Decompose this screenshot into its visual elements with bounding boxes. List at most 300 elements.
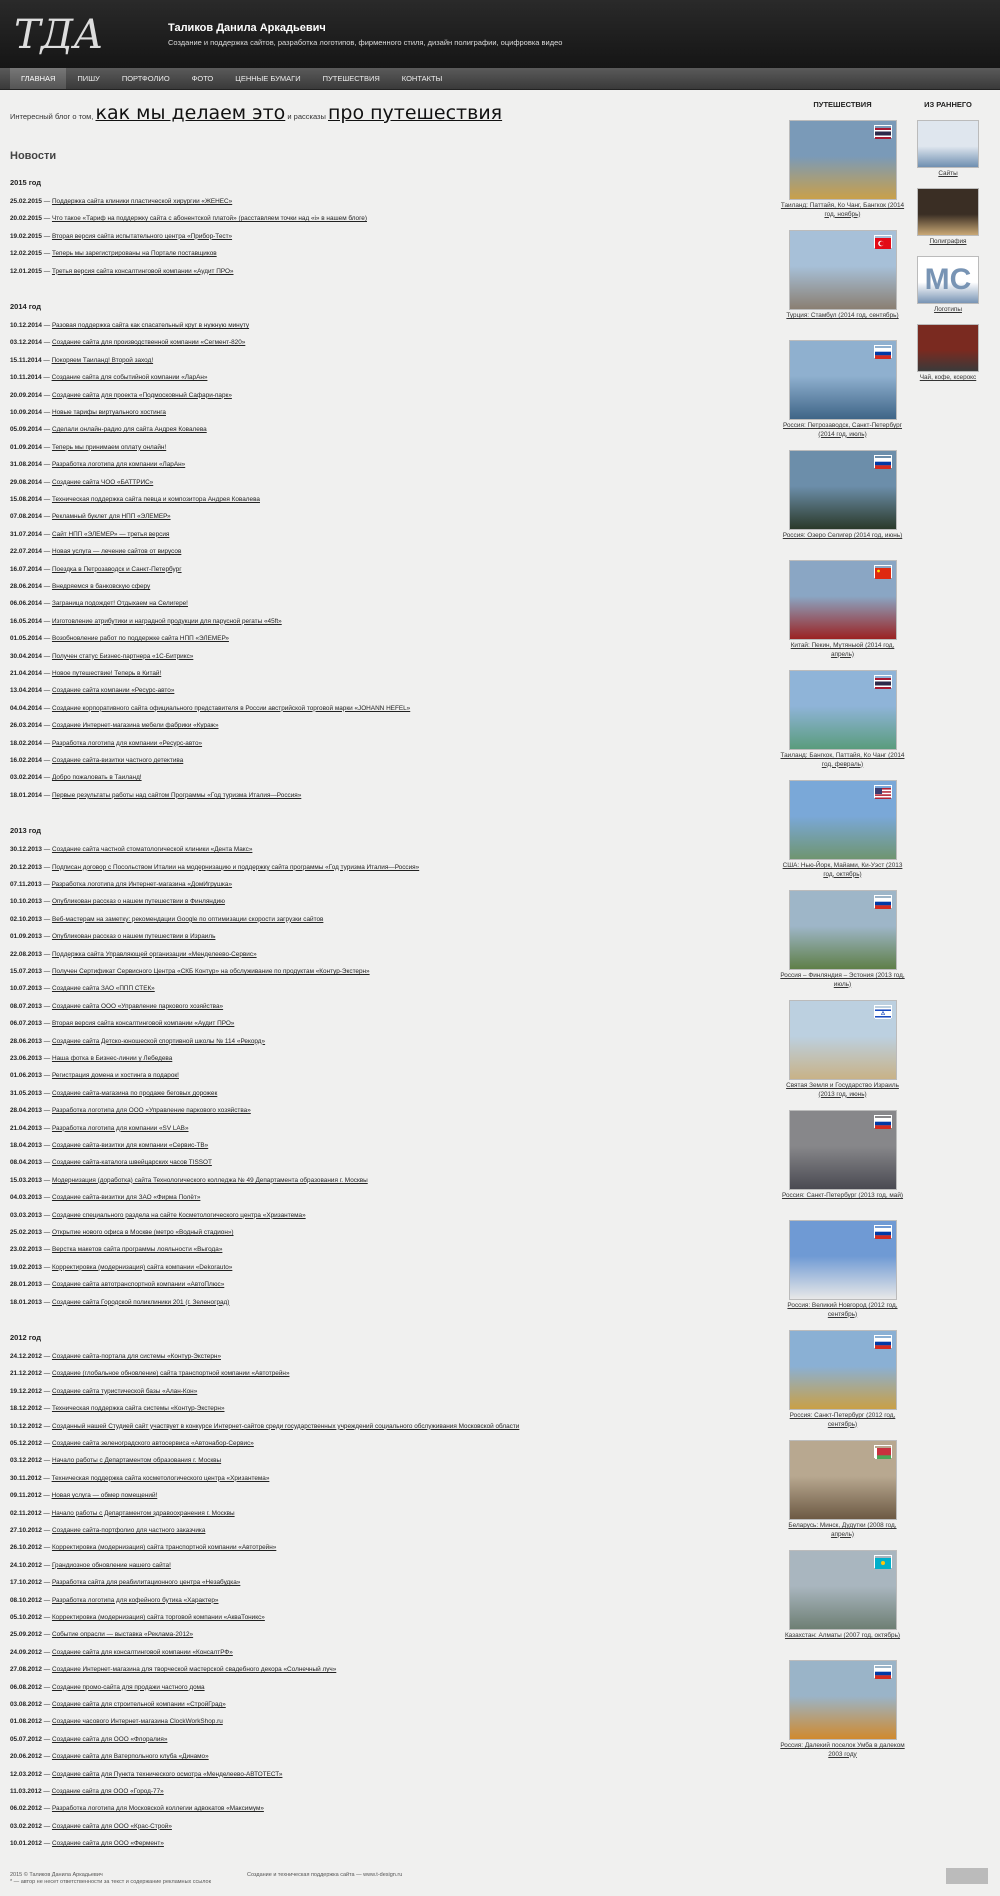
- early-caption[interactable]: Сайты: [938, 170, 958, 177]
- kazakhstan-flag-icon: [874, 1555, 892, 1568]
- news-item: 12.01.2015 — Третья версия сайта консалтинговой компании «Аудит ПРО»: [10, 267, 234, 275]
- news-link[interactable]: Разработка логотипа для компании «Ресурс-авто»: [51, 739, 203, 747]
- news-link[interactable]: Начало работы с Департаментом образования г. Москвы: [51, 1457, 222, 1465]
- menu-item-6[interactable]: КОНТАКТЫ: [401, 74, 443, 83]
- news-date: 02.10.2013: [10, 915, 42, 923]
- news-date: 02.11.2012: [10, 1509, 42, 1517]
- travel-item[interactable]: [780, 1660, 905, 1759]
- news-link[interactable]: Корректировка (модернизация) сайта транспортной компании «Автотрейн»: [51, 1544, 277, 1552]
- news-item: 19.02.2013 — Корректировка (модернизация) сайта компании «Dekorauto»: [10, 1263, 233, 1271]
- news-item: 20.06.2012 — Создание сайта для Ватерпольного клуба «Динамо»: [10, 1753, 209, 1761]
- travel-photo[interactable]: [789, 1660, 897, 1740]
- travel-photo[interactable]: [789, 1000, 897, 1080]
- news-link[interactable]: Создание сайта для ООО «Крас-Строй»: [51, 1822, 172, 1830]
- news-link[interactable]: Возобновление работ по поддержке сайта НПП «ЭЛЕМЕР»: [51, 635, 229, 643]
- news-link[interactable]: Создание сайта автотранспортной компании «АвтоПлюс»: [51, 1281, 225, 1289]
- news-date: 11.03.2012: [10, 1788, 42, 1795]
- news-date: 06.02.2012: [10, 1805, 42, 1813]
- news-date: 18.12.2012: [10, 1405, 42, 1413]
- news-link[interactable]: Создание Интернет-магазина для творческой мастерской свадебного декора «Солнечный луч»: [51, 1666, 337, 1674]
- news-item: 19.12.2012 — Создание сайта туристической базы «Алан-Кон»: [10, 1387, 198, 1395]
- news-link[interactable]: Рекламный буклет для НПП «ЭЛЕМЕР»: [51, 513, 171, 521]
- travel-item[interactable]: [780, 780, 905, 879]
- news-item: 16.05.2014 — Изготовление атрибутики и наградной продукции для парусной регаты «45ft»: [10, 617, 282, 625]
- news-date: 10.12.2012: [10, 1422, 42, 1430]
- news-link[interactable]: Веб-мастерам на заметку: рекомендации Google по оптимизации скорости загрузки сайтов: [51, 915, 324, 923]
- news-date: 21.04.2014: [10, 670, 42, 677]
- news-date: 27.08.2012: [10, 1666, 42, 1674]
- news-date: 04.03.2013: [10, 1194, 42, 1202]
- menu-item-0[interactable]: ГЛАВНАЯ: [10, 68, 66, 89]
- news-item: 27.08.2012 — Создание Интернет-магазина для творческой мастерской свадебного декора «Солнечный луч»: [10, 1666, 337, 1674]
- news-date: 24.09.2012: [10, 1648, 42, 1656]
- news-date: 20.12.2013: [10, 863, 42, 871]
- news-item: 07.08.2014 — Рекламный буклет для НПП «ЭЛЕМЕР»: [10, 513, 171, 521]
- news-link[interactable]: Создание сайта для проекта «Подмосковный Сафари-парк»: [51, 391, 232, 399]
- news-date: 15.03.2013: [10, 1176, 42, 1184]
- news-link[interactable]: Техническая поддержка сайта косметологического центра «Хризантема»: [51, 1474, 270, 1482]
- early-item[interactable]: [912, 256, 984, 315]
- footer-support-link[interactable]: Создание и техническая поддержка сайта — www.t-design.ru: [247, 1872, 403, 1878]
- news-item: 23.02.2013 — Верстка макетов сайта программы лояльности «Выгода»: [10, 1246, 223, 1254]
- news-item: 07.11.2013 — Разработка логотипа для Интернет-магазина «ДомИгрушка»: [10, 881, 233, 888]
- travel-photo[interactable]: [789, 560, 897, 640]
- news-link[interactable]: Вторая версия сайта консалтинговой компании «Аудит ПРО»: [51, 1020, 235, 1028]
- menu-item-1[interactable]: ПИШУ: [77, 74, 100, 83]
- news-link[interactable]: Разработка логотипа для Интернет-магазина «ДомИгрушка»: [51, 881, 233, 888]
- news-date: 28.06.2014: [10, 583, 42, 590]
- news-link[interactable]: Опубликован рассказ о нашем путешествии в Израиль: [51, 933, 216, 941]
- news-date: 15.11.2014: [10, 356, 42, 364]
- site-title: Таликов Данила Аркадьевич: [168, 22, 326, 34]
- news-link[interactable]: Событие опрасли — выставка «Реклама-2012»: [51, 1631, 194, 1639]
- news-item: 15.03.2013 — Модернизация (доработка) сайта Технологического колледжа № 49 Департамента образования г. Москвы: [10, 1176, 368, 1184]
- travel-caption[interactable]: Таиланд: Паттайя, Ко Чанг, Бангкок (2014 год, ноябрь): [780, 202, 905, 218]
- news-link[interactable]: Создание сайта Городской поликлиники 201 (г. Зеленоград): [51, 1298, 230, 1306]
- news-item: 20.12.2013 — Подписан договор с Посольством Италии на модернизацию и поддержку сайта программы «Год туризма Италия—Россия»: [10, 863, 420, 871]
- news-date: 03.02.2012: [10, 1822, 42, 1830]
- news-date: 05.07.2012: [10, 1735, 42, 1743]
- news-item: 22.07.2014 — Новая услуга — лечение сайтов от вирусов: [10, 548, 182, 556]
- news-date: 03.08.2012: [10, 1701, 42, 1708]
- logo-sample: МС: [924, 263, 972, 296]
- link-how-we-do[interactable]: как мы делаем это: [95, 102, 286, 124]
- logo-monogram[interactable]: [10, 6, 158, 62]
- travel-photo[interactable]: [789, 1440, 897, 1520]
- news-item: 18.12.2012 — Техническая поддержка сайта системы «Контур-Экстерн»: [10, 1405, 225, 1413]
- news-link[interactable]: Грандиозное обновление нашего сайта!: [51, 1561, 171, 1569]
- news-link[interactable]: Покоряем Таиланд! Второй заход!: [51, 356, 154, 364]
- news-item: 03.02.2014 — Добро пожаловать в Таиланд!: [10, 774, 142, 782]
- news-link[interactable]: Создание корпоративного сайта официального представителя в России австрийской торговой марки «JOHANN HEFEL»: [51, 704, 411, 712]
- travel-item[interactable]: [780, 560, 905, 659]
- news-link[interactable]: Опубликован рассказ о нашем путешествии в Финляндию: [51, 898, 225, 906]
- news-item: 11.03.2012 — Создание сайта для ООО «Город-77»: [10, 1788, 164, 1795]
- travel-caption[interactable]: Россия – Финляндия – Эстония (2013 год, июль): [780, 972, 905, 988]
- news-date: 20.02.2015: [10, 215, 42, 223]
- news-link[interactable]: Создание Интернет-магазина мебели фабрики «Кураж»: [51, 722, 219, 730]
- news-item: 09.11.2012 — Новая услуга — обмер помещений!: [10, 1492, 158, 1500]
- travel-photo[interactable]: [789, 1550, 897, 1630]
- news-date: 08.07.2013: [10, 1002, 42, 1010]
- news-date: 07.08.2014: [10, 513, 42, 521]
- travel-item[interactable]: [780, 1000, 905, 1099]
- news-link[interactable]: Создание сайта для Ватерпольного клуба «Динамо»: [51, 1753, 209, 1761]
- news-date: 16.05.2014: [10, 617, 42, 625]
- travel-photo[interactable]: [789, 1110, 897, 1190]
- news-link[interactable]: Разовая поддержка сайта как спасательный круг в нужную минуту: [51, 322, 250, 329]
- travel-item[interactable]: [780, 890, 905, 989]
- news-date: 15.08.2014: [10, 496, 42, 503]
- travel-caption[interactable]: Россия: Санкт-Петербург (2013 год, май): [781, 1192, 904, 1199]
- news-date: 30.11.2012: [10, 1474, 42, 1482]
- news-item: 31.05.2013 — Создание сайта-магазина по продаже беговых дорожек: [10, 1089, 218, 1097]
- news-item: 21.04.2013 — Разработка логотипа для компании «SV LAB»: [10, 1124, 189, 1132]
- travel-caption[interactable]: Россия: Санкт-Петербург (2012 год, сентябрь): [789, 1412, 896, 1428]
- news-item: 05.07.2012 — Создание сайта для ООО «Флоралия»: [10, 1735, 168, 1743]
- thailand-flag-icon: [874, 125, 892, 138]
- news-link[interactable]: Открытие нового офиса в Москве (метро «Водный стадион»): [51, 1229, 234, 1236]
- news-link[interactable]: Разработка логотипа для ООО «Управление паркового хозяйства»: [51, 1107, 251, 1115]
- news-link[interactable]: Новые тарифы виртуального хостинга: [51, 409, 166, 416]
- news-date: 31.07.2014: [10, 530, 42, 538]
- news-link[interactable]: Создание сайта для событийной компании «ЛарАн»: [51, 374, 208, 382]
- belarus-flag-icon: [874, 1445, 892, 1458]
- russia-flag-icon: [874, 1225, 892, 1238]
- travel-item[interactable]: [780, 120, 905, 219]
- news-item: 17.10.2012 — Разработка сайта для реабилитационного центра «Незабудка»: [10, 1579, 241, 1587]
- news-item: 25.02.2013 — Открытие нового офиса в Москве (метро «Водный стадион»): [10, 1229, 234, 1236]
- travel-item[interactable]: [780, 230, 905, 321]
- news-link[interactable]: Разработка сайта для реабилитационного центра «Незабудка»: [51, 1579, 241, 1587]
- travel-caption[interactable]: Россия: Озеро Селигер (2014 год, июнь): [782, 532, 903, 539]
- news-link[interactable]: Создание промо-сайта для продажи частного дома: [51, 1683, 205, 1691]
- news-date: 29.08.2014: [10, 478, 42, 486]
- footer-left: [10, 1872, 211, 1886]
- news-date: 21.12.2012: [10, 1370, 42, 1378]
- news-link[interactable]: Создание сайта-портала для системы «Контур-Экстерн»: [51, 1353, 221, 1360]
- news-item: 03.03.2013 — Создание специального раздела на сайте Косметологического центра «Хризантема»: [10, 1211, 306, 1219]
- russia-flag-icon: [874, 1335, 892, 1348]
- news-link[interactable]: Создание сайта для производственной компании «Сегмент-820»: [51, 339, 246, 347]
- news-item: 03.08.2012 — Создание сайта для строительной компании «СтройГрад»: [10, 1701, 226, 1708]
- news-link[interactable]: Теперь мы зарегистрированы на Портале поставщиков: [51, 250, 217, 258]
- travel-caption[interactable]: Турция: Стамбул (2014 год, сентябрь): [786, 312, 899, 319]
- news-date: 08.04.2013: [10, 1159, 42, 1167]
- news-date: 24.12.2012: [10, 1353, 42, 1360]
- news-link[interactable]: Создание сайта-портфолио для частного заказчика: [51, 1527, 206, 1534]
- travel-caption[interactable]: Россия: Петрозаводск, Санкт-Петербург (2014 год, июль): [782, 422, 903, 438]
- news-link[interactable]: Создание (глобальное обновление) сайта транспортной компании «Автотрейн»: [51, 1370, 290, 1378]
- scroll-up-icon[interactable]: [946, 1868, 988, 1884]
- news-link[interactable]: Создание сайта для консалтинговой компании «КонсалтРФ»: [51, 1648, 233, 1656]
- news-item: 20.09.2014 — Создание сайта для проекта «Подмосковный Сафари-парк»: [10, 391, 232, 399]
- usa-flag-icon: [874, 785, 892, 798]
- news-link[interactable]: Создание сайта для строительной компании «СтройГрад»: [51, 1701, 226, 1708]
- early-thumbnail[interactable]: [917, 188, 979, 236]
- news-link[interactable]: Получен Сертификат Сервисного Центра «СКБ Контур» на обслуживание по продуктам «Контур-Экстерн»: [51, 968, 370, 975]
- news-link[interactable]: Вторая версия сайта испытательного центра «Прибор-Тест»: [51, 232, 233, 240]
- news-item: 10.12.2014 — Разовая поддержка сайта как спасательный круг в нужную минуту: [10, 322, 250, 329]
- news-date: 10.11.2014: [10, 374, 42, 382]
- early-item[interactable]: [912, 188, 984, 247]
- news-item: 08.10.2012 — Разработка логотипа для кофейного бутика «Характер»: [10, 1596, 219, 1604]
- news-link[interactable]: Внедряемся в банковскую сферу: [51, 583, 151, 590]
- news-link[interactable]: Создание сайта ООО «Управление паркового хозяйства»: [51, 1002, 224, 1010]
- news-link[interactable]: Сделали онлайн-радио для сайта Андрея Ковалева: [51, 426, 207, 434]
- news-item: 02.11.2012 — Начало работы с Департаментом здравоохранения г. Москвы: [10, 1509, 235, 1517]
- news-date: 18.01.2013: [10, 1298, 42, 1306]
- news-item: 16.07.2014 — Поездка в Петрозаводск и Санкт-Петербург: [10, 565, 182, 573]
- news-date: 06.07.2013: [10, 1020, 42, 1028]
- intro-text: [10, 102, 502, 124]
- news-link[interactable]: Поездка в Петрозаводск и Санкт-Петербург: [51, 565, 182, 573]
- early-thumbnail[interactable]: [917, 120, 979, 168]
- year-heading: 2014 год: [10, 302, 42, 311]
- news-item: 08.04.2013 — Создание сайта-каталога швейцарских часов TISSOT: [10, 1159, 212, 1167]
- news-link[interactable]: Корректировка (модернизация) сайта торговой компании «АкваТоникс»: [51, 1614, 265, 1621]
- news-item: 04.04.2014 — Создание корпоративного сайта официального представителя в России австрийской торговой марки «JOHANN HEFEL»: [10, 704, 411, 712]
- news-item: 01.09.2013 — Опубликован рассказ о нашем путешествии в Израиль: [10, 933, 216, 941]
- intro-middle: и рассказы: [287, 112, 326, 121]
- news-date: 10.12.2014: [10, 322, 42, 329]
- link-travel[interactable]: про путешествия: [327, 102, 503, 124]
- travel-item[interactable]: [780, 670, 905, 769]
- news-link[interactable]: Техническая поддержка сайта певца и композитора Андрея Ковалева: [51, 496, 260, 503]
- menu-item-2[interactable]: ПОРТФОЛИО: [121, 74, 170, 83]
- news-link[interactable]: Модернизация (доработка) сайта Технологического колледжа № 49 Департамента образования г. Москвы: [51, 1176, 368, 1184]
- news-date: 23.02.2013: [10, 1246, 42, 1254]
- news-date: 20.09.2014: [10, 391, 42, 399]
- news-link[interactable]: Заграница подождет! Отдыхаем на Селигере!: [51, 600, 188, 608]
- news-link[interactable]: Новое путешествие! Теперь в Китай!: [51, 670, 162, 677]
- news-link[interactable]: Наша фотка в Бизнес-линии у Лебедева: [51, 1055, 173, 1062]
- news-link[interactable]: Создание часового Интернет-магазина ClockWorkShop.ru: [51, 1718, 223, 1726]
- news-link[interactable]: Создание сайта для ООО «Фермент»: [51, 1840, 164, 1848]
- news-link[interactable]: Создание сайта-визитки для ЗАО «Фирма Полёт»: [51, 1194, 201, 1202]
- news-item: 30.11.2012 — Техническая поддержка сайта косметологического центра «Хризантема»: [10, 1474, 270, 1482]
- year-heading: 2012 год: [10, 1333, 42, 1342]
- news-date: 10.01.2012: [10, 1840, 42, 1848]
- news-item: 21.12.2012 — Создание (глобальное обновление) сайта транспортной компании «Автотрейн»: [10, 1370, 290, 1378]
- news-item: 22.08.2013 — Поддержка сайта Управляющей организации «Менделеево-Сервис»: [10, 950, 257, 958]
- travel-caption[interactable]: Россия: Далекий поселок Умба в далеком 2003 году: [780, 1742, 905, 1758]
- news-link[interactable]: Создание сайта для ООО «Флоралия»: [51, 1735, 168, 1743]
- news-link[interactable]: Создание сайта частной стоматологической клиники «Дента Макс»: [51, 846, 253, 854]
- news-link[interactable]: Добро пожаловать в Таиланд!: [51, 774, 142, 782]
- early-item[interactable]: [912, 324, 984, 383]
- news-date: 30.12.2013: [10, 846, 42, 854]
- copyright: 2015 © Таликов Данила Аркадьевич: [10, 1872, 103, 1878]
- news-link[interactable]: Верстка макетов сайта программы лояльности «Выгода»: [51, 1246, 223, 1254]
- news-date: 22.07.2014: [10, 548, 42, 556]
- news-link[interactable]: Поддержка сайта клиники пластической хирургии «ЖЕНЕС»: [51, 198, 233, 205]
- travel-item[interactable]: [780, 1330, 905, 1429]
- news-item: 03.02.2012 — Создание сайта для ООО «Крас-Строй»: [10, 1822, 172, 1830]
- israel-flag-icon: [874, 1005, 892, 1018]
- intro-prefix: Интересный блог о том,: [10, 112, 94, 121]
- news-date: 12.03.2012: [10, 1770, 42, 1778]
- news-item: 18.04.2013 — Создание сайта-визитки для компании «Сервис-ТВ»: [10, 1142, 209, 1149]
- news-link[interactable]: Регистрация домена и хостинга в подарок!: [51, 1072, 179, 1080]
- news-date: 05.12.2012: [10, 1440, 42, 1447]
- news-link[interactable]: Создание сайта туристической базы «Алан-Кон»: [51, 1387, 198, 1395]
- news-date: 19.12.2012: [10, 1387, 42, 1395]
- news-link[interactable]: Создание сайта Детско-юношеской спортивной школы № 114 «Рекорд»: [51, 1037, 266, 1045]
- travel-photo[interactable]: [789, 780, 897, 860]
- news-date: 15.07.2013: [10, 968, 42, 975]
- news-link[interactable]: Получен статус Бизнес-партнера «1С-Битрикс»: [51, 652, 194, 660]
- news-link[interactable]: Создание сайта ЗАО «ППП СТЕК»: [51, 985, 155, 993]
- news-date: 22.08.2013: [10, 950, 42, 958]
- news-link[interactable]: Создание сайта-магазина по продаже беговых дорожек: [51, 1089, 218, 1097]
- news-item: 10.01.2012 — Создание сайта для ООО «Фермент»: [10, 1840, 164, 1848]
- news-item: 06.07.2013 — Вторая версия сайта консалтинговой компании «Аудит ПРО»: [10, 1020, 235, 1028]
- menu-item-3[interactable]: ФОТО: [191, 74, 214, 83]
- travel-item[interactable]: [780, 450, 905, 541]
- news-date: 27.10.2012: [10, 1527, 42, 1534]
- news-link[interactable]: Создание сайта зеленоградского автосервиса «Автонабор-Сервис»: [51, 1440, 254, 1447]
- news-item: 03.12.2012 — Начало работы с Департаментом образования г. Москвы: [10, 1457, 222, 1465]
- early-item[interactable]: [912, 120, 984, 179]
- news-date: 03.12.2012: [10, 1457, 42, 1465]
- news-link[interactable]: Подписан договор с Посольством Италии на модернизацию и поддержку сайта программы «Год туризма Италия—Россия»: [51, 863, 420, 871]
- early-caption[interactable]: Чай, кофе, ксерокс: [919, 374, 977, 381]
- news-link[interactable]: Начало работы с Департаментом здравоохранения г. Москвы: [51, 1509, 235, 1517]
- travel-heading: ПУТЕШЕСТВИЯ: [813, 100, 872, 109]
- travel-photo[interactable]: [789, 1330, 897, 1410]
- news-date: 31.05.2013: [10, 1089, 42, 1097]
- news-item: 29.08.2014 — Создание сайта ЧОО «БАТТРИС»: [10, 478, 154, 486]
- news-item: 26.03.2014 — Создание Интернет-магазина мебели фабрики «Кураж»: [10, 722, 219, 730]
- travel-caption[interactable]: Китай: Пекин, Мутяньюй (2014 год, апрель): [790, 642, 895, 658]
- news-link[interactable]: Что такое «Тариф на поддержку сайта с абонентской платой» (расставляем точки над «i» в нашем блоге): [51, 215, 367, 223]
- news-item: 30.04.2014 — Получен статус Бизнес-партнера «1С-Битрикс»: [10, 652, 194, 660]
- russia-flag-icon: [874, 1115, 892, 1128]
- china-flag-icon: [874, 565, 892, 578]
- travel-photo[interactable]: [789, 450, 897, 530]
- news-item: 10.10.2013 — Опубликован рассказ о нашем путешествии в Финляндию: [10, 898, 225, 906]
- main-menu: [0, 68, 1000, 90]
- news-item: 18.01.2014 — Первые результаты работы над сайтом Программы «Год туризма Италия—Россия»: [10, 791, 302, 799]
- news-date: 18.04.2013: [10, 1142, 42, 1149]
- news-link[interactable]: Теперь мы принимаем оплату онлайн!: [51, 443, 167, 451]
- news-date: 10.10.2013: [10, 898, 42, 906]
- news-date: 01.06.2013: [10, 1072, 42, 1080]
- news-date: 30.04.2014: [10, 652, 42, 660]
- news-link[interactable]: Создание сайта ЧОО «БАТТРИС»: [51, 478, 154, 486]
- news-link[interactable]: Создание сайта-визитки частного детектива: [51, 757, 184, 764]
- early-thumbnail[interactable]: [917, 324, 979, 372]
- travel-photo[interactable]: [789, 340, 897, 420]
- travel-photo[interactable]: [789, 120, 897, 200]
- news-link[interactable]: Создание сайта компании «Ресурс-авто»: [51, 687, 175, 695]
- news-date: 01.05.2014: [10, 635, 42, 643]
- news-item: 10.09.2014 — Новые тарифы виртуального хостинга: [10, 409, 166, 416]
- travel-photo[interactable]: [789, 670, 897, 750]
- news-item: 24.12.2012 — Создание сайта-портала для системы «Контур-Экстерн»: [10, 1353, 221, 1360]
- russia-flag-icon: [874, 1665, 892, 1678]
- news-item: 06.08.2012 — Создание промо-сайта для продажи частного дома: [10, 1683, 205, 1691]
- early-heading: ИЗ РАННЕГО: [924, 100, 972, 109]
- travel-item[interactable]: [780, 1220, 905, 1319]
- news-date: 05.09.2014: [10, 426, 42, 434]
- menu-item-4[interactable]: ЦЕННЫЕ БУМАГИ: [235, 74, 301, 83]
- travel-caption[interactable]: Беларусь: Минск, Дудутки (2008 год, апрель): [788, 1522, 897, 1538]
- news-link[interactable]: Созданный нашей Студией сайт участвует в конкурсе Интернет-сайтов среди государственных учреждений социального обслуживания Московской области: [51, 1422, 520, 1430]
- news-date: 23.06.2013: [10, 1055, 42, 1062]
- early-thumbnail[interactable]: [917, 256, 979, 304]
- news-item: 01.09.2014 — Теперь мы принимаем оплату онлайн!: [10, 443, 167, 451]
- news-link[interactable]: Создание сайта-каталога швейцарских часов TISSOT: [51, 1159, 212, 1167]
- news-date: 16.07.2014: [10, 565, 42, 573]
- news-item: 04.03.2013 — Создание сайта-визитки для ЗАО «Фирма Полёт»: [10, 1194, 201, 1202]
- news-date: 28.06.2013: [10, 1037, 42, 1045]
- logo-text: ТДА: [14, 12, 104, 58]
- travel-photo[interactable]: [789, 890, 897, 970]
- news-date: 01.09.2013: [10, 933, 42, 941]
- news-link[interactable]: Разработка логотипа для компании «SV LAB»: [51, 1124, 189, 1132]
- news-link[interactable]: Создание сайта для ООО «Город-77»: [51, 1788, 164, 1795]
- travel-caption[interactable]: Таиланд: Бангкок, Паттайя, Ко Чанг (2014 год, февраль): [780, 752, 905, 768]
- news-item: 05.10.2012 — Корректировка (модернизация) сайта торговой компании «АкваТоникс»: [10, 1614, 265, 1621]
- news-link[interactable]: Техническая поддержка сайта системы «Контур-Экстерн»: [51, 1405, 225, 1413]
- news-item: 10.11.2014 — Создание сайта для событийной компании «ЛарАн»: [10, 374, 208, 382]
- news-link[interactable]: Поддержка сайта Управляющей организации «Менделеево-Сервис»: [51, 950, 257, 958]
- news-link[interactable]: Первые результаты работы над сайтом Программы «Год туризма Италия—Россия»: [51, 791, 302, 799]
- travel-photo[interactable]: [789, 1220, 897, 1300]
- news-link[interactable]: Сайт НПП «ЭЛЕМЕР» — третья версия: [51, 530, 170, 538]
- travel-item[interactable]: [780, 1440, 905, 1539]
- news-link[interactable]: Корректировка (модернизация) сайта компании «Dekorauto»: [51, 1263, 233, 1271]
- news-link[interactable]: Новая услуга — обмер помещений!: [51, 1492, 158, 1500]
- news-date: 18.02.2014: [10, 739, 42, 747]
- news-link[interactable]: Разработка логотипа для Московской коллегии адвокатов «Максимум»: [51, 1805, 264, 1813]
- travel-item[interactable]: [780, 1110, 905, 1201]
- travel-caption[interactable]: Казахстан: Алматы (2007 год, октябрь): [784, 1632, 901, 1639]
- travel-caption[interactable]: Россия: Великий Новгород (2012 год, сентябрь): [787, 1302, 898, 1318]
- news-date: 24.10.2012: [10, 1561, 42, 1569]
- news-link[interactable]: Третья версия сайта консалтинговой компании «Аудит ПРО»: [51, 267, 234, 275]
- news-date: 19.02.2013: [10, 1263, 42, 1271]
- early-caption[interactable]: Логотипы: [934, 306, 962, 313]
- news-date: 13.04.2014: [10, 687, 42, 695]
- news-date: 12.01.2015: [10, 267, 42, 275]
- travel-caption[interactable]: США: Нью-Йорк, Майами, Ки-Уэст (2013 год, октябрь): [782, 862, 903, 878]
- news-link[interactable]: Изготовление атрибутики и наградной продукции для парусной регаты «45ft»: [51, 617, 282, 625]
- news-date: 03.02.2014: [10, 774, 42, 782]
- news-link[interactable]: Создание специального раздела на сайте Косметологического центра «Хризантема»: [51, 1211, 306, 1219]
- travel-item[interactable]: [780, 1550, 905, 1641]
- news-link[interactable]: Новая услуга — лечение сайтов от вирусов: [51, 548, 182, 556]
- news-date: 08.10.2012: [10, 1596, 42, 1604]
- news-date: 09.11.2012: [10, 1492, 42, 1500]
- news-date: 10.09.2014: [10, 409, 42, 416]
- early-caption[interactable]: Полиграфия: [929, 238, 967, 245]
- travel-item[interactable]: [780, 340, 905, 439]
- travel-photo[interactable]: [789, 230, 897, 310]
- news-link[interactable]: Создание сайта для Пункта технического осмотра «Менделеево-АВТОТЕСТ»: [51, 1770, 283, 1778]
- news-link[interactable]: Создание сайта-визитки для компании «Сервис-ТВ»: [51, 1142, 209, 1149]
- news-item: 24.10.2012 — Грандиозное обновление нашего сайта!: [10, 1561, 171, 1569]
- news-link[interactable]: Разработка логотипа для кофейного бутика «Характер»: [51, 1596, 219, 1604]
- travel-caption[interactable]: Святая Земля и Государство Израиль (2013 год, июнь): [786, 1082, 899, 1098]
- news-link[interactable]: Разработка логотипа для компании «ЛарАн»: [51, 461, 186, 469]
- site-description: Создание и поддержка сайтов, разработка логотипов, фирменного стиля, дизайн полиграфии, оцифровка видео: [168, 38, 563, 47]
- news-item: 15.08.2014 — Техническая поддержка сайта певца и композитора Андрея Ковалева: [10, 496, 260, 503]
- news-item: 15.11.2014 — Покоряем Таиланд! Второй заход!: [10, 356, 154, 364]
- menu-item-5[interactable]: ПУТЕШЕСТВИЯ: [322, 74, 380, 83]
